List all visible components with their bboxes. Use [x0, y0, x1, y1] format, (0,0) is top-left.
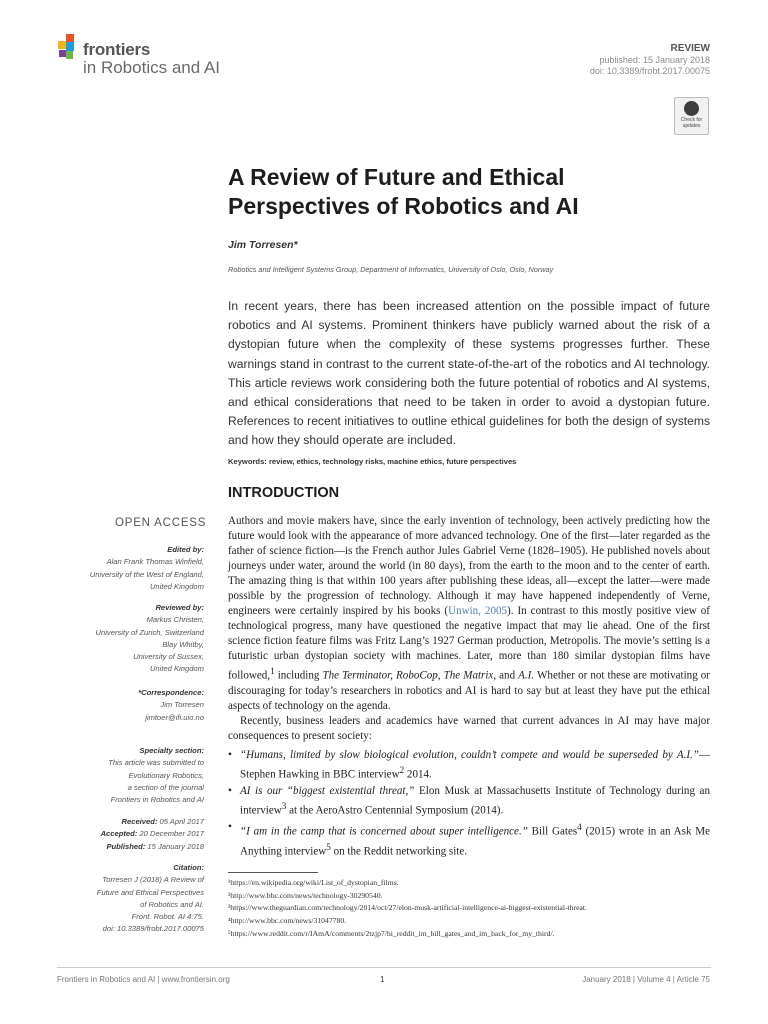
- correspondence-name: Jim Torresen: [160, 700, 204, 710]
- quote-list: [228, 748, 710, 859]
- keywords: [228, 457, 516, 466]
- specialty-block: [108, 745, 204, 806]
- footer-divider: [57, 967, 711, 968]
- author-name[interactable]: Jim Torresen*: [228, 239, 298, 251]
- footnote-divider: [228, 872, 318, 873]
- section-heading: INTRODUCTION: [228, 485, 340, 501]
- reviewer-line: University of Sussex,: [133, 652, 204, 662]
- intro-paragraph-1: [228, 514, 710, 714]
- footnote-ref[interactable]: 5: [326, 841, 331, 852]
- open-access-label: OPEN ACCESS: [115, 517, 207, 529]
- specialty-line: Evolutionary Robotics,: [128, 770, 204, 780]
- accepted-label: Accepted:: [100, 829, 138, 839]
- specialty-label: Specialty section:: [139, 746, 204, 755]
- article-doi[interactable]: doi: 10.3389/frobt.2017.00075: [589, 66, 710, 76]
- citation-line: Torresen J (2018) A Review of: [102, 875, 204, 885]
- citation-line: Future and Ethical Perspectives: [96, 887, 204, 897]
- reviewer-line[interactable]: Markus Christen,: [146, 615, 204, 625]
- footnote-2[interactable]: ²http://www.bbc.com/news/technology-30290540.: [228, 890, 383, 900]
- received-line: [101, 816, 204, 828]
- text-run: Whether or not these are motivating or discouraging for today’s researchers in robotics and AI is hard to say but at least they have put the ethical aspects of technology on the agenda.: [228, 670, 710, 713]
- quote-item-gates: [228, 820, 710, 859]
- keywords-label: Keywords:: [228, 457, 267, 466]
- published-label: Published:: [106, 841, 146, 851]
- article-meta: [590, 43, 710, 78]
- quote-text: AI is our “biggest existential threat,”: [240, 785, 415, 798]
- specialty-line: This article was submitted to: [108, 758, 204, 768]
- correspondence-email[interactable]: jimtoer@ifi.uio.no: [145, 712, 204, 722]
- editor-line: United Kingdom: [149, 581, 204, 591]
- accepted-line: [101, 828, 204, 840]
- quote-text: “Humans, limited by slow biological evolution, couldn’t compete and would be superseded by A.I.”: [240, 749, 699, 762]
- text-run: —Stephen Hawking in BBC interview: [240, 749, 710, 782]
- check-for-updates-badge[interactable]: [674, 97, 709, 135]
- footer-journal-link[interactable]: Frontiers in Robotics and AI | www.frontiersin.org: [57, 975, 230, 984]
- article-type: REVIEW: [670, 43, 710, 54]
- footnote-3[interactable]: ³https://www.theguardian.com/technology/2014/oct/27/elon-musk-artificial-intelligence-ai-biggest-existential-threat.: [228, 903, 587, 913]
- text-run: Elon Musk at Massachusetts Institute of Technology during an interview: [240, 785, 710, 817]
- reviewer-line: University of Zurich, Switzerland: [95, 627, 204, 637]
- published-date: published: 15 January 2018: [599, 54, 710, 65]
- citation-line[interactable]: doi: 10.3389/frobt.2017.00075: [102, 924, 204, 934]
- text-run: Authors and movie makers have, since the early invention of technology, been actively predicting how the future would look with the appearance of more advanced technology. One of the first—later regarded as the father of science fiction—is the French author Jules Gabriel Verne (1828–1905). He published novels about journeys under water, around the world (in 80 days), from the earth to the moon and to the center of earth. The amazing thing is that within 100 years after publishing these ideas, all—except the latter—were made possible by the progression of technology. Although it may have happened independently of Verne, engineers were certainly inspired by his books (: [228, 515, 710, 618]
- citation-line: Front. Robot. AI 4:75.: [131, 912, 204, 922]
- footer-issue-info: January 2018 | Volume 4 | Article 75: [582, 975, 710, 984]
- text-run: Bill Gates: [527, 825, 578, 838]
- publisher-brand: frontiers: [83, 40, 151, 59]
- author-affiliation: Robotics and Intelligent Systems Group, Department of Informatics, University of Oslo, Oslo, Norway: [228, 265, 554, 274]
- footnote-ref[interactable]: 2: [399, 765, 405, 776]
- text-run: , and: [493, 670, 519, 683]
- frontiers-logo-icon: [57, 34, 83, 62]
- quote-item-musk: [228, 784, 710, 819]
- journal-name: in Robotics and AI: [83, 58, 221, 77]
- reviewed-by-block: [96, 602, 204, 676]
- edited-by-label: Edited by:: [167, 545, 204, 554]
- page-number: 1: [380, 975, 385, 984]
- received-label: Received:: [121, 817, 158, 826]
- footnote-1[interactable]: ¹https://en.wikipedia.org/wiki/List_of_dystopian_films.: [228, 878, 399, 887]
- citation-link-unwin[interactable]: Unwin, 2005: [448, 605, 508, 618]
- quote-text: “I am in the camp that is concerned about super intelligence.”: [240, 825, 528, 838]
- film-titles: The Terminator, RoboCop, The Matrix: [322, 670, 494, 683]
- correspondence-label: *Correspondence:: [138, 688, 204, 697]
- footnote-5[interactable]: ⁵https://www.reddit.com/r/IAmA/comments/2tzjp7/hi_reddit_im_bill_gates_and_im_back_for_my_third/.: [228, 928, 555, 938]
- editor-line[interactable]: Alan Frank Thomas Winfield,: [106, 557, 204, 567]
- check-updates-icon: [684, 101, 699, 116]
- footnote-4[interactable]: ⁴http://www.bbc.com/news/31047780.: [228, 916, 347, 926]
- footnote-ref[interactable]: 1: [270, 666, 275, 677]
- abstract: In recent years, there has been increased attention on the possible impact of future robotics and AI systems. Prominent thinkers have publicly warned about the risk of a dystopian future when the complexity of these systems progresses further. These warnings stand in contrast to the current state-of-the-art of the robotics and AI technology. This article reviews work considering both the future potential of robotics and AI systems, and ethical considerations that need to be taken in order to avoid a dystopian future. References to recent initiatives to outline ethical guidelines for both the design of systems and how they should operate are included.: [228, 299, 710, 448]
- received-date: 05 April 2017: [159, 817, 204, 826]
- footnote-ref[interactable]: 4: [577, 821, 582, 832]
- edited-by-block: [90, 544, 204, 593]
- reviewed-by-label: Reviewed by:: [155, 603, 204, 612]
- introduction-body: [228, 514, 710, 860]
- editor-line: University of the West of England,: [89, 569, 204, 579]
- reviewer-line[interactable]: Blay Whitby,: [162, 639, 204, 649]
- text-run: (2015) wrote in an Ask Me Anything interview: [240, 825, 710, 858]
- published-line: [101, 841, 204, 853]
- text-run: at the AeroAstro Centennial Symposium (2014).: [286, 804, 504, 817]
- film-title-ai: A.I.: [518, 670, 535, 683]
- published-sidebar-date: 15 January 2018: [147, 841, 204, 851]
- text-run: including: [274, 670, 323, 683]
- specialty-line: Frontiers in Robotics and AI: [110, 795, 204, 805]
- text-run: 2014.: [404, 769, 432, 782]
- specialty-line: a section of the journal: [127, 782, 204, 792]
- correspondence-block: [138, 687, 204, 724]
- footnote-ref[interactable]: 3: [281, 801, 287, 812]
- article-title: A Review of Future and Ethical Perspectives of Robotics and AI: [228, 164, 579, 219]
- citation-line: of Robotics and AI.: [140, 899, 204, 909]
- citation-label: Citation:: [173, 863, 204, 872]
- reviewer-line: United Kingdom: [149, 664, 204, 674]
- dates-block: [101, 816, 204, 853]
- check-updates-label: Check for updates: [680, 117, 703, 129]
- quote-item-hawking: [228, 748, 710, 783]
- keywords-list: review, ethics, technology risks, machine ethics, future perspectives: [268, 457, 517, 466]
- text-run: ). In contrast to this mostly positive view of technological progress, many have questioned the negative impact that may lie ahead. One of the first science fiction feature films was Fritz Lang’s 1927 German production, Metropolis. The movie’s setting is a futuristic urban dystopian society with machines. Later, more than 180 similar dystopian films have followed,: [228, 605, 710, 683]
- footnotes: [228, 877, 728, 941]
- citation-block: [97, 862, 204, 936]
- accepted-date: 20 December 2017: [139, 829, 204, 839]
- intro-paragraph-2: Recently, business leaders and academics have warned that current advances in AI may have major consequences to present society:: [228, 715, 710, 743]
- text-run: on the Reddit networking site.: [330, 845, 468, 858]
